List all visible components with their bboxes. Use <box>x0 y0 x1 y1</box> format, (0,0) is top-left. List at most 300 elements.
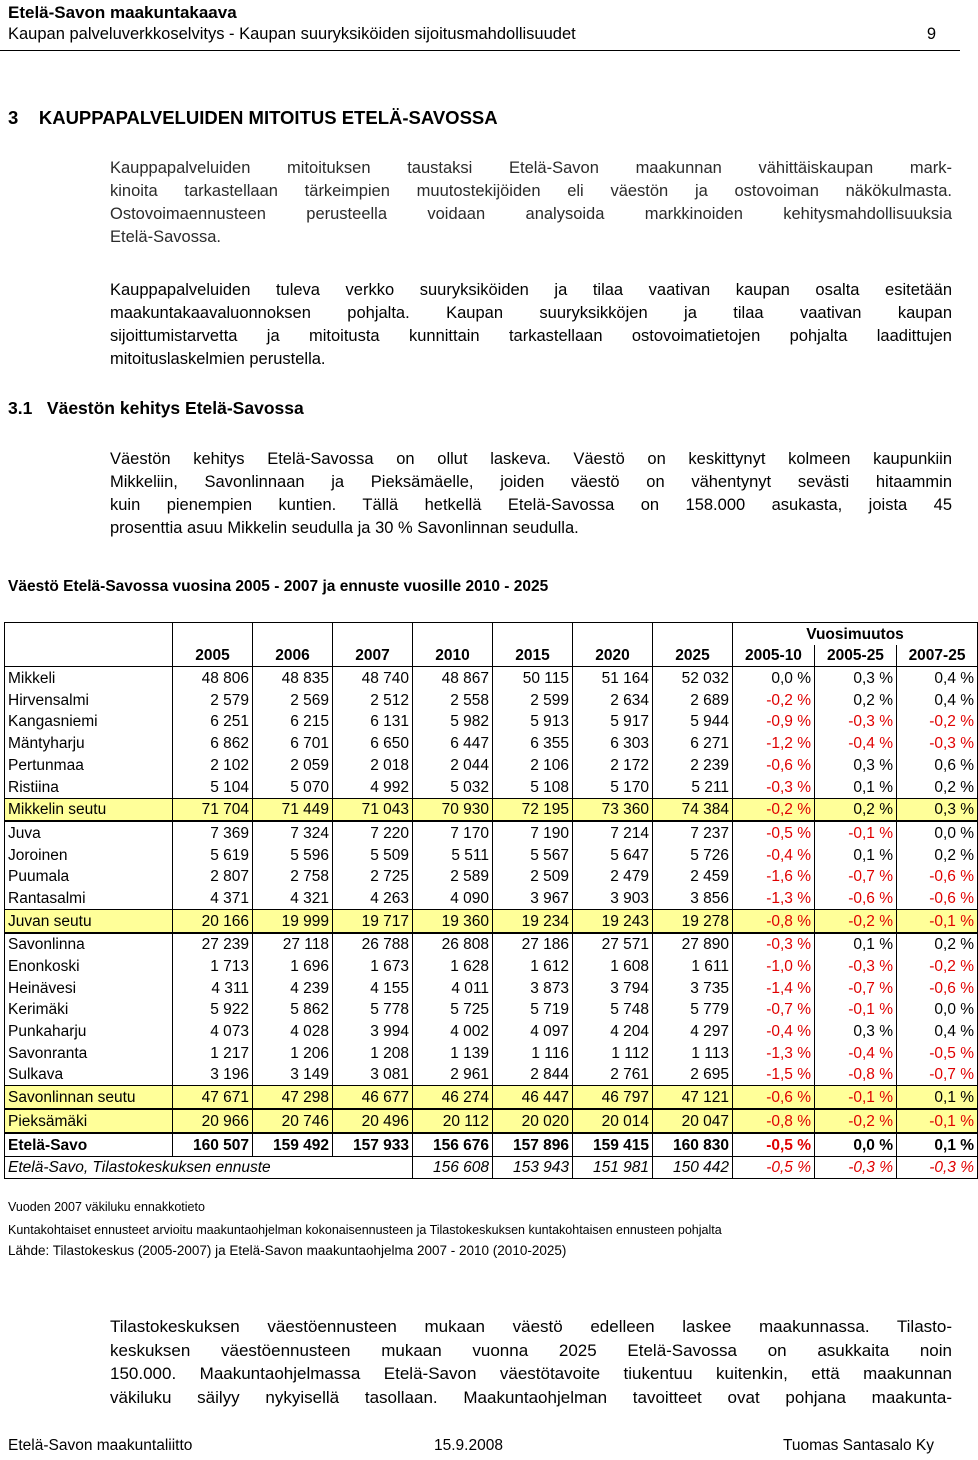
table-cell: 27 890 <box>653 933 733 956</box>
table-cell: -0,9 % <box>733 711 815 733</box>
table-cell: 19 234 <box>493 909 573 932</box>
table-cell: 5 596 <box>253 844 333 866</box>
table-cell: 19 360 <box>413 909 493 932</box>
row-label: Savonlinna <box>5 933 173 956</box>
header-cell: 2005-25 <box>815 645 897 667</box>
table-cell: 48 835 <box>253 667 333 689</box>
table-cell: 2 725 <box>333 866 413 888</box>
table-cell: 7 214 <box>573 821 653 844</box>
table-cell: 72 195 <box>493 798 573 821</box>
table-cell: 48 740 <box>333 667 413 689</box>
table-cell: -0,6 % <box>733 754 815 776</box>
table-cell: -0,1 % <box>815 999 897 1021</box>
table-cell: 5 726 <box>653 844 733 866</box>
table-cell: 27 239 <box>173 933 253 956</box>
table-cell: 19 717 <box>333 909 413 932</box>
table-row <box>5 933 978 956</box>
table-cell: 0,0 % <box>733 667 815 689</box>
table-cell: 0,4 % <box>897 689 978 711</box>
table-cell: -0,1 % <box>897 909 978 932</box>
table-cell: 157 933 <box>333 1133 413 1156</box>
table-cell: 46 274 <box>413 1086 493 1109</box>
table-cell: -0,2 % <box>815 909 897 932</box>
header-cell <box>5 623 173 645</box>
table-cell: 2 102 <box>173 754 253 776</box>
table-cell: 2 758 <box>253 866 333 888</box>
row-label: Kangasniemi <box>5 711 173 733</box>
header-cell <box>653 623 733 645</box>
table-cell: 20 112 <box>413 1109 493 1133</box>
table-row <box>5 999 978 1021</box>
table-cell: 19 999 <box>253 909 333 932</box>
table-cell: 74 384 <box>653 798 733 821</box>
table-cell: 0,3 % <box>815 1020 897 1042</box>
table-cell: -0,7 % <box>733 999 815 1021</box>
table-cell: 3 196 <box>173 1064 253 1086</box>
table-cell: 19 278 <box>653 909 733 932</box>
table-cell: 5 922 <box>173 999 253 1021</box>
table-cell: 6 303 <box>573 732 653 754</box>
table-cell: -1,5 % <box>733 1064 815 1086</box>
table-cell: 1 208 <box>333 1042 413 1064</box>
table-cell: 70 930 <box>413 798 493 821</box>
table-cell: 73 360 <box>573 798 653 821</box>
text-line: sijoittumistarvetta ja mitoitusta kunnittain tarkastellaan ostovoimatietojen pohjalta laadittujen <box>110 327 952 345</box>
footer-author: Tuomas Santasalo Ky <box>782 1437 934 1454</box>
row-label: Mäntyharju <box>5 732 173 754</box>
table-cell: 5 982 <box>413 711 493 733</box>
table-cell: 46 447 <box>493 1086 573 1109</box>
table-cell: -0,4 % <box>815 732 897 754</box>
table-cell: 4 371 <box>173 887 253 909</box>
table-cell: 27 186 <box>493 933 573 956</box>
table-cell: 1 696 <box>253 955 333 977</box>
table-cell: 3 903 <box>573 887 653 909</box>
table-cell: 2 106 <box>493 754 573 776</box>
table-cell: 6 131 <box>333 711 413 733</box>
table-cell: 20 746 <box>253 1109 333 1133</box>
text-line: Väestön kehitys Etelä-Savossa on ollut laskeva. Väestö on keskittynyt kolmeen kaupunkiin <box>110 450 952 468</box>
table-cell: 2 558 <box>413 689 493 711</box>
row-label: Etelä-Savo <box>5 1133 173 1156</box>
table-cell: 2 239 <box>653 754 733 776</box>
table-cell: 6 650 <box>333 732 413 754</box>
subtotal-row <box>5 1109 978 1133</box>
table-row <box>5 887 978 909</box>
table-cell: 6 701 <box>253 732 333 754</box>
table-header-row-1 <box>5 623 978 645</box>
table-row <box>5 1064 978 1086</box>
table-cell: 150 442 <box>653 1156 733 1179</box>
table-cell: 5 778 <box>333 999 413 1021</box>
table-cell: 5 070 <box>253 776 333 798</box>
table-cell: 3 994 <box>333 1020 413 1042</box>
subtotal-row <box>5 1086 978 1109</box>
table-cell: 6 447 <box>413 732 493 754</box>
header-cell <box>253 623 333 645</box>
table-cell: 5 862 <box>253 999 333 1021</box>
table-cell: 5 567 <box>493 844 573 866</box>
header-cell <box>173 623 253 645</box>
table-cell: 2 634 <box>573 689 653 711</box>
table-cell: 51 164 <box>573 667 653 689</box>
subtotal-row <box>5 798 978 821</box>
table-cell: 4 992 <box>333 776 413 798</box>
table-cell: 5 170 <box>573 776 653 798</box>
table-cell: 4 097 <box>493 1020 573 1042</box>
header-cell: 2020 <box>573 645 653 667</box>
text-line: Kauppapalveluiden tuleva verkko suuryksiköiden ja tilaa vaativan kaupan osalta esitetään <box>110 281 952 299</box>
table-cell: 5 509 <box>333 844 413 866</box>
table-cell: 2 512 <box>333 689 413 711</box>
table-cell: 1 113 <box>653 1042 733 1064</box>
header-cell: 2007 <box>333 645 413 667</box>
table-cell: 6 862 <box>173 732 253 754</box>
table-cell: 1 713 <box>173 955 253 977</box>
table-cell: -0,8 % <box>815 1064 897 1086</box>
table-row <box>5 711 978 733</box>
table-cell: 0,1 % <box>815 933 897 956</box>
table-cell: -1,3 % <box>733 887 815 909</box>
table-row <box>5 754 978 776</box>
table-cell: 4 263 <box>333 887 413 909</box>
table-cell: -0,3 % <box>815 1156 897 1179</box>
table-cell: -1,6 % <box>733 866 815 888</box>
table-cell: -1,4 % <box>733 977 815 999</box>
table-cell: 5 748 <box>573 999 653 1021</box>
table-cell: 160 507 <box>173 1133 253 1156</box>
table-source: Lähde: Tilastokeskus (2005-2007) ja Etelä-Savon maakuntaohjelma 2007 - 2010 (2010-2025) <box>8 1243 567 1258</box>
table-row <box>5 977 978 999</box>
table-cell: 153 943 <box>493 1156 573 1179</box>
page-number: 9 <box>926 25 936 43</box>
table-cell: 71 704 <box>173 798 253 821</box>
header-cell <box>5 645 173 667</box>
text-line: Etelä-Savossa. <box>110 228 221 246</box>
table-cell: 2 579 <box>173 689 253 711</box>
row-label: Heinävesi <box>5 977 173 999</box>
table-cell: 26 788 <box>333 933 413 956</box>
table-cell: 0,0 % <box>897 821 978 844</box>
row-label: Kerimäki <box>5 999 173 1021</box>
row-label: Savonlinnan seutu <box>5 1086 173 1109</box>
table-cell: -0,3 % <box>733 776 815 798</box>
forecast-row <box>5 1156 978 1179</box>
table-cell: 46 797 <box>573 1086 653 1109</box>
table-cell: 2 059 <box>253 754 333 776</box>
table-cell: -0,4 % <box>733 844 815 866</box>
table-cell: 5 944 <box>653 711 733 733</box>
table-cell: 5 725 <box>413 999 493 1021</box>
table-cell: -0,4 % <box>733 1020 815 1042</box>
table-cell: 1 612 <box>493 955 573 977</box>
table-cell: -0,8 % <box>733 909 815 932</box>
table-cell: 1 608 <box>573 955 653 977</box>
table-row <box>5 955 978 977</box>
table-cell: -0,6 % <box>815 887 897 909</box>
text-line: prosenttia asuu Mikkelin seudulla ja 30 % Savonlinnan seudulla. <box>110 519 579 537</box>
table-cell: 2 569 <box>253 689 333 711</box>
table-cell: 3 873 <box>493 977 573 999</box>
subsection-heading: 3.1 Väestön kehitys Etelä-Savossa <box>8 398 304 418</box>
table-row <box>5 866 978 888</box>
table-cell: -0,3 % <box>897 1156 978 1179</box>
table-cell: -0,1 % <box>815 1086 897 1109</box>
table-cell: 2 695 <box>653 1064 733 1086</box>
table-cell: -0,3 % <box>733 933 815 956</box>
header-cell: 2025 <box>653 645 733 667</box>
table-cell: 0,4 % <box>897 667 978 689</box>
table-cell: 0,6 % <box>897 754 978 776</box>
table-cell: 20 496 <box>333 1109 413 1133</box>
table-cell: 5 108 <box>493 776 573 798</box>
table-cell: 2 761 <box>573 1064 653 1086</box>
table-cell: 1 673 <box>333 955 413 977</box>
table-cell: -0,5 % <box>733 821 815 844</box>
table-cell: 160 830 <box>653 1133 733 1156</box>
table-cell: 7 220 <box>333 821 413 844</box>
table-row <box>5 821 978 844</box>
table-cell: 4 239 <box>253 977 333 999</box>
table-cell: 3 794 <box>573 977 653 999</box>
table-cell: 4 204 <box>573 1020 653 1042</box>
text-line: maakuntakaavaluonnoksen pohjalta. Kaupan suuryksikköjen ja tilaa vaativan kaupan <box>110 304 952 322</box>
table-cell: 0,1 % <box>815 776 897 798</box>
text-line: väkiluku säilyy nykyisellä tasollaan. Maakuntaohjelman tavoitteet ovat pohjana maakunta- <box>110 1387 952 1407</box>
vuosimuutos-header: Vuosimuutos <box>733 623 978 645</box>
row-label: Joroinen <box>5 844 173 866</box>
table-cell: -0,7 % <box>815 977 897 999</box>
row-label: Enonkoski <box>5 955 173 977</box>
table-cell: -0,1 % <box>897 1109 978 1133</box>
row-label: Juvan seutu <box>5 909 173 932</box>
header-cell: 2007-25 <box>897 645 978 667</box>
table-cell: 2 589 <box>413 866 493 888</box>
table-header-row-2 <box>5 645 978 667</box>
table-cell: 48 867 <box>413 667 493 689</box>
table-cell: 71 043 <box>333 798 413 821</box>
table-cell: -0,5 % <box>733 1133 815 1156</box>
table-cell: 5 917 <box>573 711 653 733</box>
table-cell: -0,3 % <box>815 955 897 977</box>
table-cell: 4 155 <box>333 977 413 999</box>
table-cell: 5 779 <box>653 999 733 1021</box>
table-cell: 2 689 <box>653 689 733 711</box>
text-line: Kauppapalveluiden mitoituksen taustaksi Etelä-Savon maakunnan vähittäiskaupan mark- <box>110 159 952 177</box>
table-row <box>5 1020 978 1042</box>
table-row <box>5 1042 978 1064</box>
table-cell: 20 166 <box>173 909 253 932</box>
header-cell: 2005 <box>173 645 253 667</box>
table-cell: 47 671 <box>173 1086 253 1109</box>
table-cell: 7 170 <box>413 821 493 844</box>
table-cell: 0,1 % <box>897 1133 978 1156</box>
table-cell: 20 047 <box>653 1109 733 1133</box>
table-cell: 1 628 <box>413 955 493 977</box>
header-cell <box>333 623 413 645</box>
row-label: Rantasalmi <box>5 887 173 909</box>
table-cell: -1,3 % <box>733 1042 815 1064</box>
table-cell: 5 619 <box>173 844 253 866</box>
text-line: Mikkeliin, Savonlinnaan ja Pieksämäelle, joiden väestö on vähentynyt sevästi hitaammin <box>110 473 952 491</box>
total-row <box>5 1133 978 1156</box>
table-cell: 4 090 <box>413 887 493 909</box>
table-row <box>5 844 978 866</box>
table-cell: 0,4 % <box>897 1020 978 1042</box>
table-cell: 5 211 <box>653 776 733 798</box>
table-cell: 27 118 <box>253 933 333 956</box>
table-cell: 1 139 <box>413 1042 493 1064</box>
table-cell: 7 190 <box>493 821 573 844</box>
table-cell: 7 237 <box>653 821 733 844</box>
table-cell: 5 913 <box>493 711 573 733</box>
row-label: Pieksämäki <box>5 1109 173 1133</box>
table-cell: -0,1 % <box>815 821 897 844</box>
text-line: kuin pienempien kuntien. Tällä hetkellä Etelä-Savossa on 158.000 asukasta, joista 45 <box>110 496 952 514</box>
table-cell: 4 311 <box>173 977 253 999</box>
table-cell: -0,2 % <box>897 711 978 733</box>
table-cell: 0,2 % <box>897 933 978 956</box>
table-cell: 157 896 <box>493 1133 573 1156</box>
text-line: 150.000. Maakuntaohjelmassa Etelä-Savon väestötavoite tiukentuu kuitenkin, että maakunnan <box>110 1364 952 1383</box>
table-cell: 151 981 <box>573 1156 653 1179</box>
table-cell: -0,8 % <box>733 1109 815 1133</box>
subsection-paragraph <box>110 448 952 540</box>
table-cell: 20 014 <box>573 1109 653 1133</box>
table-cell: 6 355 <box>493 732 573 754</box>
table-cell: 2 479 <box>573 866 653 888</box>
row-label: Puumala <box>5 866 173 888</box>
table-cell: 1 112 <box>573 1042 653 1064</box>
table-cell: -0,5 % <box>733 1156 815 1179</box>
table-cell: 4 321 <box>253 887 333 909</box>
table-cell: 2 807 <box>173 866 253 888</box>
row-label: Savonranta <box>5 1042 173 1064</box>
subtotal-row <box>5 909 978 932</box>
footer-organization: Etelä-Savon maakuntaliitto <box>8 1437 193 1454</box>
row-label: Juva <box>5 821 173 844</box>
table-cell: 0,3 % <box>815 754 897 776</box>
table-cell: 5 104 <box>173 776 253 798</box>
header-cell <box>413 623 493 645</box>
table-cell: 2 172 <box>573 754 653 776</box>
table-row <box>5 732 978 754</box>
table-cell: -0,3 % <box>897 732 978 754</box>
table-cell: 2 961 <box>413 1064 493 1086</box>
table-cell: 2 509 <box>493 866 573 888</box>
table-cell: 0,3 % <box>897 798 978 821</box>
table-cell: 4 028 <box>253 1020 333 1042</box>
table-cell: 3 856 <box>653 887 733 909</box>
table-cell: 0,1 % <box>897 1086 978 1109</box>
header-cell <box>573 623 653 645</box>
document-header-title: Etelä-Savon maakuntakaava <box>8 3 237 22</box>
table-cell: 5 647 <box>573 844 653 866</box>
table-cell: -0,2 % <box>815 1109 897 1133</box>
table-cell: 7 324 <box>253 821 333 844</box>
row-label: Etelä-Savo, Tilastokeskuksen ennuste <box>5 1156 413 1179</box>
table-cell: 27 571 <box>573 933 653 956</box>
table-cell: 2 599 <box>493 689 573 711</box>
table-note-1: Vuoden 2007 väkiluku ennakkotieto <box>8 1200 205 1214</box>
table-cell: 20 020 <box>493 1109 573 1133</box>
table-cell: 46 677 <box>333 1086 413 1109</box>
table-cell: 156 676 <box>413 1133 493 1156</box>
table-cell: 0,2 % <box>897 776 978 798</box>
table-cell: 5 032 <box>413 776 493 798</box>
table-cell: 1 217 <box>173 1042 253 1064</box>
table-cell: 0,3 % <box>815 667 897 689</box>
table-cell: -0,2 % <box>733 798 815 821</box>
table-cell: 2 459 <box>653 866 733 888</box>
document-header-subtitle: Kaupan palveluverkkoselvitys - Kaupan suuryksiköiden sijoitusmahdollisuudet <box>8 25 576 43</box>
text-line: Tilastokeskuksen väestöennusteen mukaan väestö edelleen laskee maakunnassa. Tilasto- <box>110 1317 952 1336</box>
table-cell: 5 511 <box>413 844 493 866</box>
section-paragraph-2 <box>110 279 952 371</box>
header-cell: 2015 <box>493 645 573 667</box>
table-cell: -0,6 % <box>897 887 978 909</box>
table-cell: 2 844 <box>493 1064 573 1086</box>
text-line: keskuksen väestöennusteen mukaan vuonna 2025 Etelä-Savossa on asukkaita noin <box>110 1340 952 1360</box>
table-cell: -0,7 % <box>897 1064 978 1086</box>
table-cell: 0,1 % <box>815 844 897 866</box>
table-cell: -0,3 % <box>815 711 897 733</box>
table-cell: 4 073 <box>173 1020 253 1042</box>
table-cell: 0,0 % <box>815 1133 897 1156</box>
table-cell: 1 611 <box>653 955 733 977</box>
table-cell: 47 121 <box>653 1086 733 1109</box>
footer-date: 15.9.2008 <box>434 1437 503 1454</box>
table-cell: 0,2 % <box>897 844 978 866</box>
table-cell: 159 492 <box>253 1133 333 1156</box>
table-cell: -0,6 % <box>733 1086 815 1109</box>
table-cell: 6 271 <box>653 732 733 754</box>
table-cell: 71 449 <box>253 798 333 821</box>
table-row <box>5 776 978 798</box>
table-cell: 5 719 <box>493 999 573 1021</box>
table-cell: 4 297 <box>653 1020 733 1042</box>
table-cell: 156 608 <box>413 1156 493 1179</box>
table-cell: 0,2 % <box>815 798 897 821</box>
section-heading: 3 KAUPPAPALVELUIDEN MITOITUS ETELÄ-SAVOSSA <box>8 107 498 128</box>
table-cell: 3 735 <box>653 977 733 999</box>
row-label: Ristiina <box>5 776 173 798</box>
table-cell: 3 967 <box>493 887 573 909</box>
row-label: Pertunmaa <box>5 754 173 776</box>
table-cell: 6 251 <box>173 711 253 733</box>
table-cell: 3 081 <box>333 1064 413 1086</box>
table-cell: 2 018 <box>333 754 413 776</box>
row-label: Punkaharju <box>5 1020 173 1042</box>
table-cell: 48 806 <box>173 667 253 689</box>
table-cell: 47 298 <box>253 1086 333 1109</box>
header-divider <box>0 50 960 51</box>
text-line: Ostovoimaennusteen perusteella voidaan analysoida markkinoiden kehitysmahdollisuuksia <box>110 205 952 223</box>
table-cell: -0,2 % <box>897 955 978 977</box>
table-cell: -0,6 % <box>897 977 978 999</box>
table-cell: -0,5 % <box>897 1042 978 1064</box>
row-label: Mikkelin seutu <box>5 798 173 821</box>
table-cell: 1 116 <box>493 1042 573 1064</box>
table-cell: -1,0 % <box>733 955 815 977</box>
closing-paragraph <box>110 1315 952 1409</box>
table-cell: 2 044 <box>413 754 493 776</box>
header-cell: 2006 <box>253 645 333 667</box>
row-label: Sulkava <box>5 1064 173 1086</box>
table-cell: 159 415 <box>573 1133 653 1156</box>
table-cell: -1,2 % <box>733 732 815 754</box>
table-cell: 19 243 <box>573 909 653 932</box>
